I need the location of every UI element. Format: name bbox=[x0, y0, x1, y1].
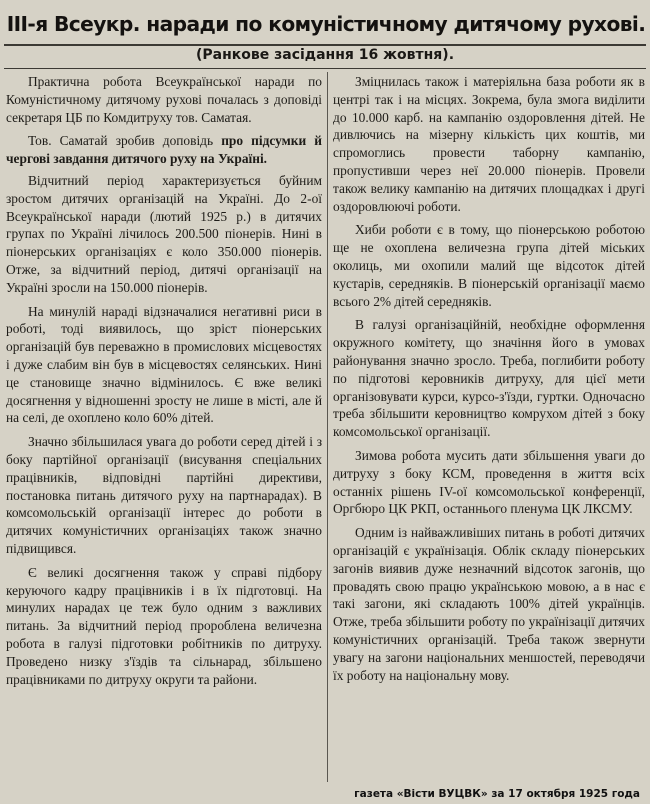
paragraph: Зимова робота мусить дати збільшення уваги до дитруху з боку КСМ, проведення в життя всіх останніх рішень IV-ої комсомольської конференції, Оргбюро ЦК РКП, останнього пленума ЦК ЛКСМУ. bbox=[333, 447, 645, 517]
paragraph: Одним із найважливіших питань в роботі дитячих організацій є українізація. Облік складу піонерських загонів виявив дуже незначний відсоток загонів, що провадять свою працю українською мовою, а в нас є такі загони, які складають 100% дітей українців. Отже, треба збільшити роботу по українізації дитячих комуністичних організацій. Треба також звернути увагу на загони національних меншостей, переводячи їх роботу на національну мову. bbox=[333, 525, 645, 683]
headline: III-я Всеукр. наради по комуністичному дитячому рухові. bbox=[6, 12, 646, 36]
paragraph: Практична робота Всеукраїнської наради по Комуністичному дитячому рухові почалась з доповіді секретаря ЦБ по Комдитруху тов. Саматая. bbox=[6, 74, 322, 125]
column-divider bbox=[327, 72, 328, 782]
left-column bbox=[6, 73, 322, 694]
paragraph: Є великі досягнення також у справі підбору керуючого кадру працівників і в їх підготовці. На минулих нарадах це теж було одним з важливих питань. За відчитний період пророблена величезна робота в галузі підготовки робітників по дитруху. Проведено низку з'їздів та сільнарад, збільшено працівниками по дитруху округи та райони. bbox=[6, 564, 322, 687]
paragraph: Відчитний період характеризується буйним зростом дитячих організацій на Україні. До 2-ої Всеукраїнської наради (лютий 1925 р.) в дитячих групах по Україні лічилось 200.500 піонерів. Нині в піонерських організаціях є коло 350.000 піонерів. Отже, за відчитний період, дитячі організації на Україні зросли на 150.000 піонерів. bbox=[6, 172, 322, 295]
paragraph: Хиби роботи є в тому, що піонерською роботою ще не охоплена величезна група дітей міських околиць, ми охопили малий ще відсоток дітей кустарів, середняків. В піонерській організації маємо всього 2% дітей середняків. bbox=[333, 222, 645, 309]
paragraph bbox=[6, 132, 322, 168]
paragraph-lead: Тов. Саматай зробив доповідь bbox=[28, 133, 214, 149]
paragraph: На минулій нараді відзначалися негативні риси в роботі, тоді виявилось, що зріст піонерських організацій був переважно в промислових місцевостях і дуже слабим він був в місцевостях селянських. Нині це становище значно відмінилось. Є вже великі досягнення у відношенні зросту не лише в місті, але й на селі, де охоплено коло 60% дітей. bbox=[6, 303, 322, 426]
subheadline-rule bbox=[4, 68, 646, 69]
paragraph: В галузі організаційній, необхідне оформлення окружного комітету, що значіння його в умовах районування значно зросло. Треба, поглибити роботу по підготові керовників дитруху, для цієї мети організовувати курси, курсо-з'їзди, гуртки. Одночасно треба збільшити керовництво комрухом дітей з боку комсомольської організації. bbox=[333, 317, 645, 440]
subheadline: (Ранкове засідання 16 жовтня). bbox=[195, 47, 455, 63]
right-column bbox=[333, 73, 645, 690]
source-caption: газета «Вісти ВУЦВК» за 17 октября 1925 года bbox=[354, 788, 640, 800]
report-topic: про підсумки й чергові завдання дитячого руху на Україні. bbox=[6, 133, 322, 167]
paragraph: Значно збільшилася увага до роботи серед дітей і з боку партійної організації (висування спеціальних працівників, відповідні партійні директиви, постановка питань дитячого руху на партнарадах). В комсомольській організації інтерес до роботи в дитячих комуністичних організаціях також значно підвищився. bbox=[6, 434, 322, 556]
paragraph: Зміцнилась також і матеріяльна база роботи як в центрі так і на місцях. Зокрема, була змога виділити до 10.000 карб. на кампанію оздоровлення дітей. Не дивлючись на мізерну кількість цих коштів, ми спромоглись провести таборну кампанію, пропустивши через неї 20.000 піонерів. Провели також велику кампанію на дитячих площадках і другі оздоровлюючі роботи. bbox=[333, 74, 645, 214]
